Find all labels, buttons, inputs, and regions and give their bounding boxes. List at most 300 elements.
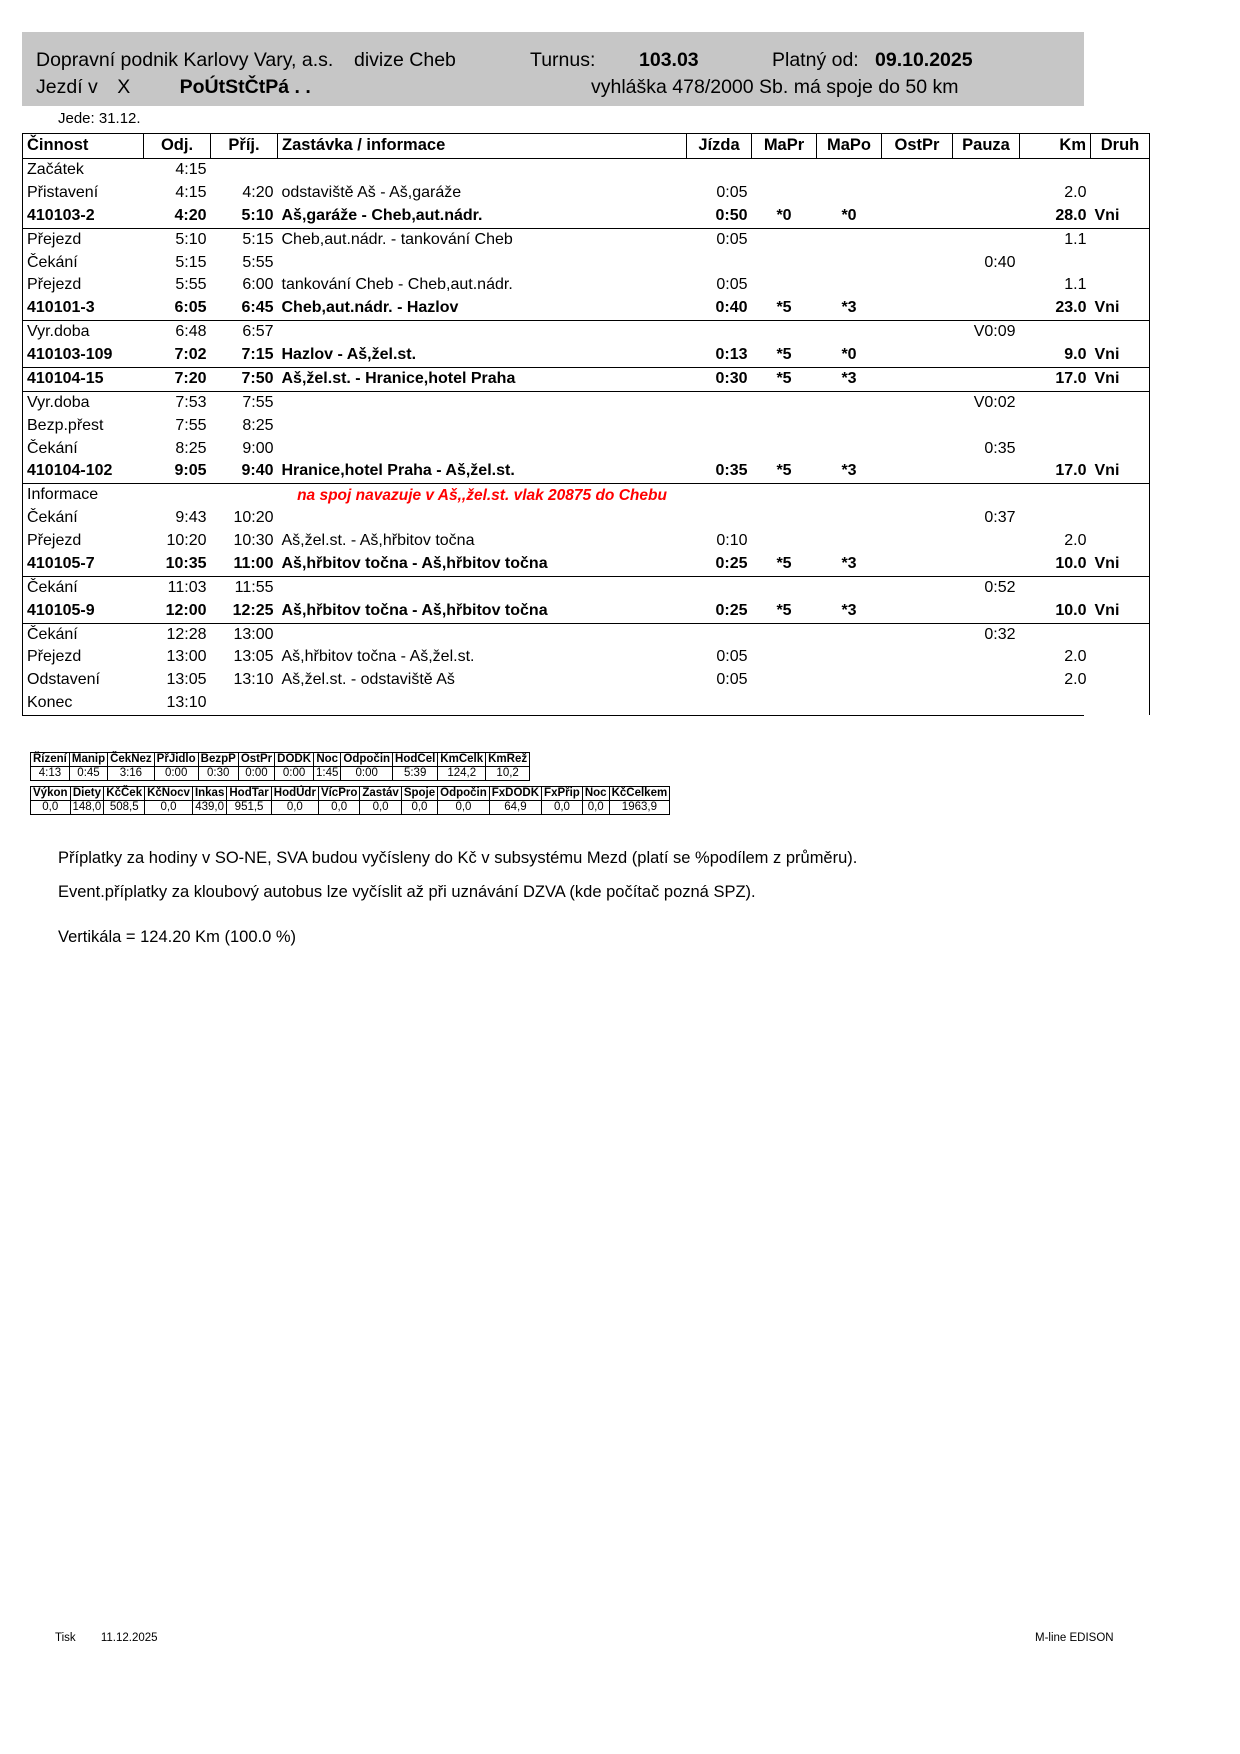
cell-jizda — [687, 576, 752, 599]
cell-odj — [144, 484, 211, 507]
summary1-header-row — [31, 753, 530, 767]
cell-jizda — [687, 391, 752, 414]
cell-mapo — [817, 274, 882, 297]
cell-pauza: 0:37 — [984, 509, 1016, 527]
summary2-value-9: 0,0 — [401, 801, 437, 815]
table-row — [23, 297, 1150, 320]
cell-zastavka — [278, 576, 687, 599]
cell-prij: 5:10 — [211, 205, 278, 228]
cell-pauza — [953, 600, 1020, 623]
cell-zastavka: tankování Cheb - Cheb,aut.nádr. — [281, 276, 513, 294]
table-row — [23, 228, 1150, 251]
print-label: Tisk — [55, 1632, 76, 1644]
cell-mapr — [752, 415, 817, 438]
summary2-header-11: FxDODK — [489, 787, 541, 801]
cell-odj: 6:05 — [144, 297, 211, 320]
cell-druh: Vni — [1091, 553, 1150, 576]
cell-pauza — [953, 530, 1020, 553]
summary2-value-3: 0,0 — [145, 801, 193, 815]
jede-dates: Jede: 31.12. — [58, 110, 141, 127]
cell-pauza — [953, 484, 1020, 507]
cell-ostpr — [882, 438, 953, 461]
cell-km — [1020, 252, 1091, 275]
summary-table-hours — [30, 752, 530, 781]
cell-druh — [1091, 669, 1150, 692]
cell-jizda — [687, 623, 752, 646]
cell-odj: 11:03 — [167, 578, 207, 596]
cell-zastavka: Aš,žel.st. - Hranice,hotel Praha — [278, 367, 687, 391]
cell-jizda: 0:05 — [716, 276, 748, 294]
cell-cinnost: Odstavení — [23, 669, 144, 692]
summary1-value-7: 1:45 — [314, 767, 341, 781]
cell-prij: 10:30 — [233, 532, 274, 549]
cell-jizda — [687, 159, 752, 182]
cell-km — [1020, 391, 1091, 414]
cell-ostpr — [882, 274, 953, 297]
cell-zastavka — [278, 623, 687, 646]
summary2-header-4: Inkas — [192, 787, 226, 801]
jezdi-mark: X — [117, 76, 131, 98]
summary2-value-13: 0,0 — [582, 801, 609, 815]
cell-cinnost: 410101-3 — [23, 297, 144, 320]
cell-mapr — [752, 623, 817, 646]
cell-cinnost: Čekání — [23, 252, 144, 275]
summary2-header-2: KčČek — [104, 787, 145, 801]
cell-druh — [1091, 182, 1150, 205]
cell-zastavka: na spoj navazuje v Aš,,žel.st. vlak 20875 do Chebu — [297, 486, 667, 504]
cell-ostpr — [882, 344, 953, 367]
cell-prij — [211, 159, 278, 182]
cell-zastavka — [278, 415, 687, 438]
table-row — [23, 460, 1150, 483]
cell-prij: 5:15 — [242, 230, 274, 248]
col-header-prij: Příj. — [211, 134, 278, 159]
cell-odj: 5:10 — [175, 230, 207, 248]
cell-mapo — [817, 507, 882, 530]
cell-jizda — [687, 484, 752, 507]
cell-prij: 9:40 — [211, 460, 278, 483]
cell-mapo: *3 — [817, 367, 882, 391]
cell-odj: 12:28 — [166, 625, 207, 643]
cell-pauza — [953, 553, 1020, 576]
cell-odj: 13:10 — [166, 694, 207, 712]
cell-km: 2.0 — [1064, 183, 1087, 201]
cell-mapr — [752, 576, 817, 599]
cell-ostpr — [882, 297, 953, 320]
cell-jizda — [687, 321, 752, 344]
cell-mapr — [752, 274, 817, 297]
cell-cinnost: Bezp.přest — [23, 415, 144, 438]
cell-ostpr — [882, 182, 953, 205]
cell-druh: Vni — [1091, 297, 1150, 320]
summary2-value-14: 1963,9 — [609, 801, 670, 815]
cell-pauza — [953, 460, 1020, 483]
valid-from-label: Platný od: — [772, 49, 859, 71]
cell-km — [1020, 623, 1091, 646]
table-row — [23, 646, 1150, 669]
cell-cinnost: Čekání — [23, 576, 144, 599]
table-row — [23, 507, 1150, 530]
cell-druh — [1091, 159, 1150, 182]
cell-prij: 5:55 — [242, 253, 274, 271]
col-header-pauza: Pauza — [953, 134, 1020, 159]
cell-prij: 13:05 — [233, 648, 274, 666]
summary1-value-1: 0:45 — [69, 767, 107, 781]
summary2-value-4: 439,0 — [192, 801, 226, 815]
cell-odj: 7:55 — [175, 416, 207, 434]
cell-druh: Vni — [1091, 367, 1150, 391]
cell-ostpr — [882, 415, 953, 438]
summary1-header-10: KmCelk — [438, 753, 486, 767]
vertikala-total: Vertikála = 124.20 Km (100.0 %) — [58, 928, 297, 946]
cell-km — [1020, 159, 1091, 182]
cell-km — [1020, 415, 1091, 438]
cell-mapo: *0 — [817, 344, 882, 367]
col-header-zastavka: Zastávka / informace — [278, 134, 687, 159]
summary1-header-9: HodCel — [393, 753, 438, 767]
cell-mapr: *5 — [752, 553, 817, 576]
cell-pauza — [953, 692, 1020, 715]
table-bottom-rule — [22, 715, 1084, 716]
cell-mapr — [752, 438, 817, 461]
duty-table-body — [23, 159, 1150, 716]
cell-zastavka: Cheb,aut.nádr. - Hazlov — [278, 297, 687, 320]
cell-pauza — [953, 669, 1020, 692]
summary1-value-11: 10,2 — [486, 767, 530, 781]
cell-cinnost: Vyr.doba — [23, 321, 144, 344]
footer-print-info — [55, 1632, 158, 1644]
cell-cinnost: Začátek — [23, 159, 144, 182]
cell-mapo — [817, 391, 882, 414]
cell-druh — [1091, 321, 1150, 344]
summary2-header-9: Spoje — [401, 787, 437, 801]
cell-druh — [1091, 274, 1150, 297]
cell-jizda: 0:05 — [716, 648, 748, 666]
summary2-value-10: 0,0 — [438, 801, 490, 815]
print-date: 11.12.2025 — [100, 1632, 158, 1644]
cell-mapo — [817, 692, 882, 715]
cell-jizda: 0:25 — [687, 553, 752, 576]
cell-odj: 7:02 — [144, 344, 211, 367]
table-row — [23, 321, 1150, 344]
cell-zastavka: Aš,hřbitov točna - Aš,žel.st. — [281, 648, 475, 666]
table-row — [23, 415, 1150, 438]
cell-mapo — [817, 415, 882, 438]
cell-mapo — [817, 438, 882, 461]
cell-pauza: 0:32 — [984, 625, 1016, 643]
company-name: Dopravní podnik Karlovy Vary, a.s. — [36, 49, 334, 71]
cell-mapo — [817, 576, 882, 599]
cell-km — [1020, 576, 1091, 599]
cell-mapr — [752, 530, 817, 553]
cell-ostpr — [882, 252, 953, 275]
cell-prij: 6:45 — [211, 297, 278, 320]
summary2-header-8: Zastáv — [360, 787, 401, 801]
cell-mapr — [752, 159, 817, 182]
cell-zastavka: Aš,hřbitov točna - Aš,hřbitov točna — [278, 553, 687, 576]
note-surcharges: Příplatky za hodiny v SO-NE, SVA budou vyčísleny do Kč v subsystému Mezd (platí se %podílem z průměru). — [58, 849, 858, 867]
summary2-header-12: FxPřip — [542, 787, 583, 801]
cell-mapo: *0 — [817, 205, 882, 228]
cell-pauza: V0:02 — [973, 393, 1016, 411]
cell-zastavka — [278, 321, 687, 344]
cell-druh — [1091, 252, 1150, 275]
summary2-header-14: KčCelkem — [609, 787, 670, 801]
cell-mapo — [817, 159, 882, 182]
cell-odj: 5:55 — [175, 276, 207, 294]
cell-odj: 8:25 — [175, 439, 207, 457]
cell-km — [1020, 507, 1091, 530]
cell-mapo: *3 — [817, 553, 882, 576]
cell-cinnost: 410104-15 — [23, 367, 144, 391]
header-banner — [22, 32, 1084, 106]
cell-ostpr — [882, 205, 953, 228]
summary1-header-8: Odpočin — [341, 753, 393, 767]
cell-cinnost: Vyr.doba — [23, 391, 144, 414]
col-header-ostpr: OstPr — [882, 134, 953, 159]
cell-mapo — [817, 623, 882, 646]
cell-mapo — [817, 669, 882, 692]
cell-ostpr — [882, 530, 953, 553]
cell-cinnost: Čekání — [23, 623, 144, 646]
table-row — [23, 530, 1150, 553]
cell-pauza — [953, 182, 1020, 205]
turnus-label: Turnus: — [530, 49, 596, 71]
cell-jizda: 0:05 — [716, 183, 748, 201]
cell-pauza — [953, 228, 1020, 251]
cell-druh: Vni — [1091, 460, 1150, 483]
cell-jizda — [687, 507, 752, 530]
cell-odj: 10:35 — [144, 553, 211, 576]
summary1-header-0: Řízení — [31, 753, 70, 767]
cell-prij: 6:00 — [242, 276, 274, 294]
cell-prij: 7:50 — [211, 367, 278, 391]
cell-mapr: *5 — [752, 344, 817, 367]
summary1-value-6: 0:00 — [275, 767, 314, 781]
summary2-header-7: VícPro — [318, 787, 359, 801]
cell-zastavka: Cheb,aut.nádr. - tankování Cheb — [281, 230, 513, 248]
cell-prij — [211, 484, 278, 507]
cell-km: 1.1 — [1064, 276, 1087, 294]
cell-km — [1020, 692, 1091, 715]
cell-mapr — [752, 646, 817, 669]
cell-cinnost: Přejezd — [23, 274, 144, 297]
cell-mapo — [817, 646, 882, 669]
cell-odj: 4:15 — [175, 183, 207, 201]
cell-odj: 4:20 — [144, 205, 211, 228]
cell-mapo — [817, 484, 882, 507]
summary1-header-6: DODK — [275, 753, 314, 767]
cell-pauza — [953, 415, 1020, 438]
note-articulated-bus: Event.příplatky za kloubový autobus lze vyčíslit až při uznávání DZVA (kde počítač pozná SPZ). — [58, 883, 756, 901]
duty-table-head — [23, 134, 1150, 159]
cell-zastavka: Aš,žel.st. - odstaviště Aš — [281, 671, 455, 689]
cell-cinnost: Přejezd — [23, 646, 144, 669]
company-name-wrap — [36, 49, 456, 72]
jezdi-label: Jezdí v — [36, 76, 98, 98]
cell-jizda — [687, 438, 752, 461]
cell-ostpr — [882, 460, 953, 483]
cell-odj: 13:00 — [166, 648, 207, 666]
cell-ostpr — [882, 391, 953, 414]
summary1-header-3: PřJidlo — [154, 753, 198, 767]
cell-km: 10.0 — [1020, 553, 1091, 576]
summary2-value-1: 148,0 — [70, 801, 104, 815]
cell-ostpr — [882, 669, 953, 692]
cell-ostpr — [882, 159, 953, 182]
valid-from-value: 09.10.2025 — [875, 49, 973, 71]
cell-cinnost: 410105-9 — [23, 600, 144, 623]
cell-jizda: 0:05 — [716, 230, 748, 248]
cell-druh — [1091, 391, 1150, 414]
cell-km: 17.0 — [1020, 460, 1091, 483]
cell-zastavka: Aš,žel.st. - Aš,hřbitov točna — [281, 532, 475, 549]
table-row — [23, 182, 1150, 205]
cell-odj: 9:05 — [144, 460, 211, 483]
cell-zastavka: Hranice,hotel Praha - Aš,žel.st. — [278, 460, 687, 483]
cell-pauza: 0:35 — [984, 439, 1016, 457]
table-row — [23, 252, 1150, 275]
col-header-km: Km — [1020, 134, 1091, 159]
summary1-value-row — [31, 767, 530, 781]
cell-mapr — [752, 507, 817, 530]
summary1-header-11: KmRež — [486, 753, 530, 767]
cell-ostpr — [882, 623, 953, 646]
cell-mapr — [752, 182, 817, 205]
cell-ostpr — [882, 553, 953, 576]
cell-mapr: *5 — [752, 600, 817, 623]
cell-jizda — [687, 692, 752, 715]
col-header-odj: Odj. — [144, 134, 211, 159]
cell-pauza: 0:40 — [984, 253, 1016, 271]
cell-km: 1.1 — [1064, 230, 1087, 248]
cell-jizda — [687, 252, 752, 275]
table-row — [23, 274, 1150, 297]
cell-druh — [1091, 415, 1150, 438]
cell-ostpr — [882, 367, 953, 391]
summary2-header-10: Odpočin — [438, 787, 490, 801]
cell-ostpr — [882, 228, 953, 251]
cell-prij: 6:57 — [242, 323, 274, 341]
cell-odj: 10:20 — [166, 532, 207, 549]
cell-prij: 10:20 — [233, 509, 274, 527]
cell-druh: Vni — [1091, 600, 1150, 623]
summary1-value-9: 5:39 — [393, 767, 438, 781]
duty-table — [22, 133, 1150, 715]
cell-jizda: 0:13 — [687, 344, 752, 367]
summary2-value-6: 0,0 — [271, 801, 318, 815]
cell-odj: 7:20 — [144, 367, 211, 391]
cell-mapr — [752, 228, 817, 251]
table-row — [23, 205, 1150, 228]
summary1-header-7: Noc — [314, 753, 341, 767]
cell-prij: 4:20 — [242, 183, 274, 201]
cell-ostpr — [882, 576, 953, 599]
cell-pauza: 0:52 — [984, 578, 1016, 596]
summary2-value-2: 508,5 — [104, 801, 145, 815]
cell-km: 2.0 — [1064, 648, 1087, 666]
col-header-mapr: MaPr — [752, 134, 817, 159]
cell-mapo: *3 — [817, 460, 882, 483]
cell-zastavka — [278, 438, 687, 461]
cell-prij: 12:25 — [211, 600, 278, 623]
summary1-header-4: BezpP — [198, 753, 238, 767]
cell-mapo: *3 — [817, 297, 882, 320]
cell-mapo — [817, 530, 882, 553]
summary1-body — [31, 767, 530, 781]
cell-ostpr — [882, 646, 953, 669]
cell-jizda: 0:40 — [687, 297, 752, 320]
cell-jizda: 0:10 — [716, 532, 748, 549]
cell-druh — [1091, 646, 1150, 669]
col-header-druh: Druh — [1091, 134, 1150, 159]
cell-pauza — [953, 297, 1020, 320]
cell-prij: 13:10 — [233, 671, 274, 689]
cell-cinnost: 410104-102 — [23, 460, 144, 483]
cell-jizda: 0:05 — [716, 671, 748, 689]
cell-mapr: *5 — [752, 460, 817, 483]
summary2-value-row — [31, 801, 670, 815]
summary2-header-6: HodÚdr — [271, 787, 318, 801]
cell-cinnost: Čekání — [23, 507, 144, 530]
duty-table-wrap — [22, 133, 1140, 715]
cell-zastavka — [278, 507, 687, 530]
cell-jizda: 0:30 — [687, 367, 752, 391]
summary1-head — [31, 753, 530, 767]
cell-cinnost: Přejezd — [23, 530, 144, 553]
summary2-value-12: 0,0 — [542, 801, 583, 815]
table-row — [23, 576, 1150, 599]
cell-cinnost: 410103-2 — [23, 205, 144, 228]
summary2-header-0: Výkon — [31, 787, 71, 801]
cell-cinnost: Konec — [23, 692, 144, 715]
table-row — [23, 391, 1150, 414]
table-row — [23, 484, 1150, 507]
cell-mapr — [752, 391, 817, 414]
header-days-line — [36, 76, 311, 99]
cell-druh: Vni — [1091, 344, 1150, 367]
cell-ostpr — [882, 484, 953, 507]
summary1-header-1: Manip — [69, 753, 107, 767]
cell-druh: Vni — [1091, 205, 1150, 228]
cell-jizda: 0:50 — [687, 205, 752, 228]
summary2-header-row — [31, 787, 670, 801]
cell-jizda: 0:25 — [687, 600, 752, 623]
duty-table-header-row — [23, 134, 1150, 159]
table-row — [23, 692, 1150, 715]
summary2-header-1: Diety — [70, 787, 104, 801]
cell-km: 17.0 — [1020, 367, 1091, 391]
footer-producer: M-line EDISON — [1035, 1632, 1114, 1644]
company-division: divize Cheb — [354, 49, 456, 71]
cell-prij: 11:00 — [211, 553, 278, 576]
cell-prij: 7:15 — [211, 344, 278, 367]
operating-days: PoÚtStČtPá . . — [179, 76, 311, 98]
cell-odj: 9:43 — [175, 509, 207, 527]
cell-cinnost: 410103-109 — [23, 344, 144, 367]
cell-cinnost: Čekání — [23, 438, 144, 461]
cell-cinnost: Přejezd — [23, 228, 144, 251]
cell-zastavka — [278, 692, 687, 715]
summary1-value-4: 0:30 — [198, 767, 238, 781]
cell-druh — [1091, 576, 1150, 599]
cell-mapr — [752, 692, 817, 715]
cell-druh — [1091, 507, 1150, 530]
summary2-value-8: 0,0 — [360, 801, 401, 815]
cell-km: 28.0 — [1020, 205, 1091, 228]
header-company-line — [36, 49, 456, 72]
cell-mapo — [817, 182, 882, 205]
